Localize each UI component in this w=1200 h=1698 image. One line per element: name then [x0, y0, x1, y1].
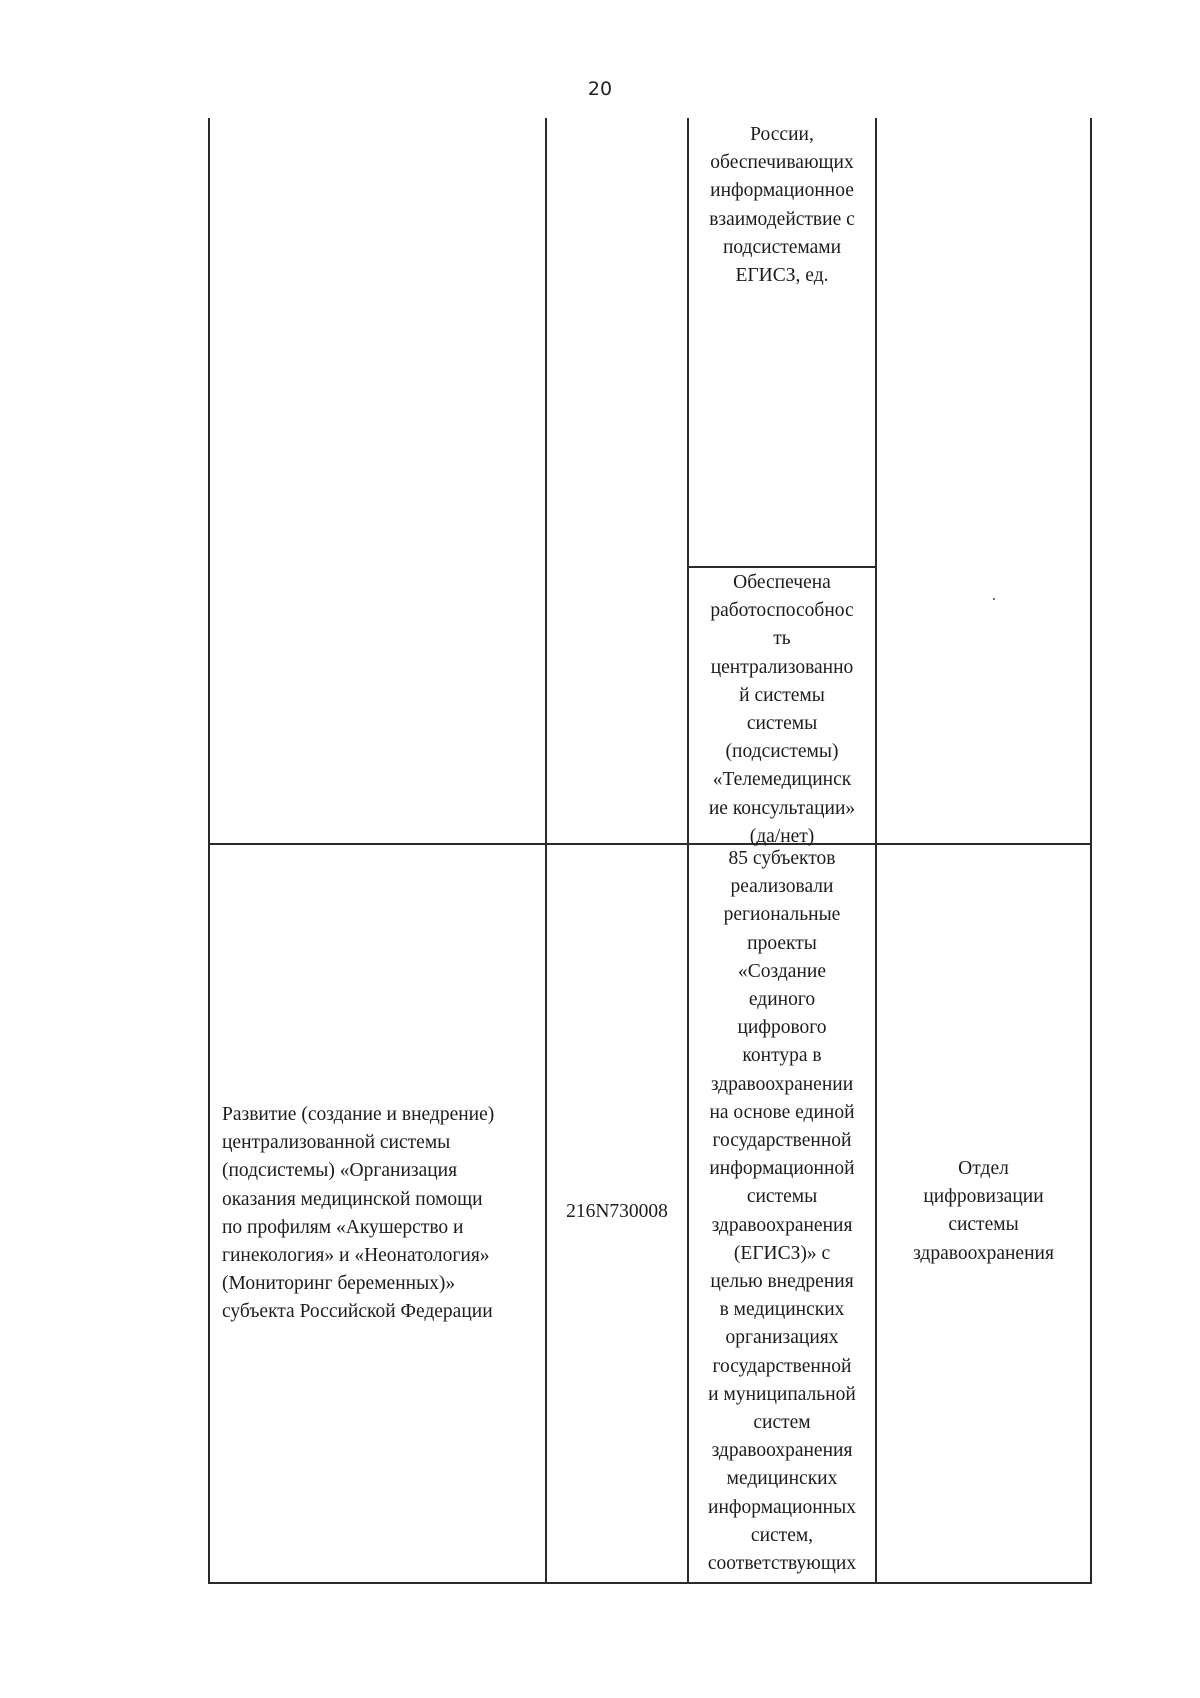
indicator-cell-3: 85 субъектов реализовали региональные проекты «Создание единого цифрового контура в здравоохранении на основе единой государственной информационной системы здравоохранения (ЕГИСЗ)» с целью внедрения в медицинских организациях государственной и муниципальной систем здравоохранения медицинских информационных систем, соответствующих — [707, 848, 857, 1575]
indicator-cell-divider — [687, 566, 877, 568]
scan-speck — [993, 598, 995, 600]
responsible-cell: Отдел цифровизации системы здравоохранения — [913, 1158, 1054, 1264]
table-border-bottom — [208, 1582, 1092, 1584]
indicator-cell-1: России, обеспечивающих информационное взаимодействие с подсистемами ЕГИСЗ, ед. — [709, 124, 855, 287]
event-name-cell: Развитие (создание и внедрение) централизованной системы (подсистемы) «Организация оказания медицинской помощи по профилям «Акушерство и гинекология» и «Неонатология» (Мониторинг беременных)» субъекта Российской Федерации — [222, 1104, 495, 1323]
row-divider — [208, 843, 1092, 845]
table-divider-3 — [875, 118, 877, 1584]
table-border-left — [208, 118, 210, 1584]
code-cell: 216N730008 — [566, 1201, 668, 1222]
page-number: 20 — [587, 78, 613, 100]
indicator-cell-2: Обеспечена работоспособнос ть централизованно й системы системы (подсистемы) «Телемедицинск ие консультации» (да/нет) — [708, 572, 856, 847]
table-border-right — [1090, 118, 1092, 1584]
table-divider-1 — [545, 118, 547, 1584]
